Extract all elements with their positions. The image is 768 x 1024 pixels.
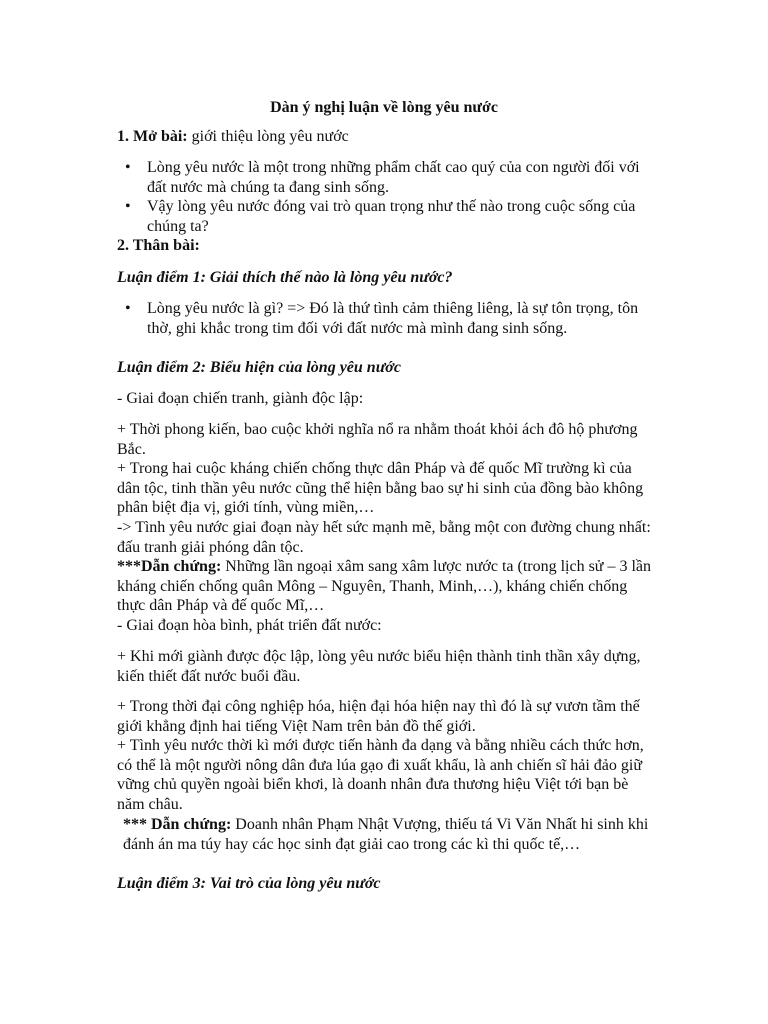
list-item-text: Lòng yêu nước là một trong những phẩm chất cao quý của con người đối với đất nước mà chúng ta đang sinh sống.: [147, 159, 640, 196]
peace-paragraph-3: + Tình yêu nước thời kì mới được tiến hành đa dạng và bằng nhiều cách thức hơn, có thể là một người nông dân đưa lúa gạo đi xuất khẩu, là anh chiến sĩ hải đảo giữ vững chủ quyền ngoài biển khơi, là doanh nhân đưa thương hiệu Việt tới bạn bè năm châu.: [117, 737, 644, 813]
list-item: [117, 158, 647, 197]
point-1-bullet-list: [117, 299, 647, 338]
evidence-1-paragraph: [117, 557, 657, 616]
evidence-1-label: ***Dẫn chứng:: [117, 558, 222, 575]
bullet-icon: •: [125, 159, 131, 176]
point-3-heading: Luận điểm 3: Vai trò của lòng yêu nước: [117, 875, 381, 892]
evidence-2-paragraph: [123, 815, 653, 854]
evidence-1-text: Những lần ngoại xâm sang xâm lược nước ta (trong lịch sử – 3 lần kháng chiến chống quân Mông – Nguyên, Thanh, Minh,…), kháng chiến chống thực dân Pháp và đế quốc Mĩ,…: [117, 558, 652, 615]
peace-period-line: - Giai đoạn hòa bình, phát triển đất nước:: [117, 617, 382, 634]
intro-heading: 1. Mở bài:: [117, 128, 188, 145]
war-paragraph-2: + Trong hai cuộc kháng chiến chống thực dân Pháp và đế quốc Mĩ trường kì của dân tộc, tinh thần yêu nước cũng thể hiện bằng bao sự hi sinh của đồng bào không phân biệt địa vị, giới tính, vùng miền,…: [117, 460, 644, 517]
evidence-2-label: *** Dẫn chứng:: [123, 816, 232, 833]
body-heading: 2. Thân bài:: [117, 237, 200, 254]
list-item: [117, 299, 647, 338]
intro-heading-line: [117, 127, 657, 147]
point-1-heading: Luận điểm 1: Giải thích thế nào là lòng yêu nước?: [117, 269, 453, 286]
peace-paragraph-2: + Trong thời đại công nghiệp hóa, hiện đại hóa hiện nay thì đó là sự vươn tầm thế giới khẳng định hai tiếng Việt Nam trên bản đồ thế giới.: [117, 698, 640, 735]
bullet-icon: •: [125, 300, 131, 317]
intro-heading-text: giới thiệu lòng yêu nước: [187, 128, 349, 145]
war-period-line: - Giai đoạn chiến tranh, giành độc lập:: [117, 390, 364, 407]
document-title: Dàn ý nghị luận về lòng yêu nước: [270, 99, 498, 116]
list-item-text: Vậy lòng yêu nước đóng vai trò quan trọng như thế nào trong cuộc sống của chúng ta?: [147, 198, 636, 235]
war-paragraph-3: -> Tình yêu nước giai đoạn này hết sức mạnh mẽ, bằng một con đường chung nhất: đấu tranh giải phóng dân tộc.: [117, 519, 651, 556]
peace-paragraph-1: + Khi mới giành được độc lập, lòng yêu nước biểu hiện thành tinh thần xây dựng, kiến thiết đất nước buổi đầu.: [117, 648, 641, 685]
list-item-text: Lòng yêu nước là gì? => Đó là thứ tình cảm thiêng liêng, là sự tôn trọng, tôn thờ, ghi khắc trong tim đối với đất nước mà mình đang sinh sống.: [147, 300, 639, 337]
intro-bullet-list: [117, 158, 647, 236]
war-paragraph-1: + Thời phong kiến, bao cuộc khởi nghĩa nổ ra nhằm thoát khỏi ách đô hộ phương Bắc.: [117, 421, 638, 458]
point-2-heading: Luận điểm 2: Biểu hiện của lòng yêu nước: [117, 359, 401, 376]
list-item: [117, 197, 647, 236]
evidence-2-text: Doanh nhân Phạm Nhật Vượng, thiếu tá Vi Văn Nhất hi sinh khi đánh án ma túy hay các học sinh đạt giải cao trong các kì thi quốc tế,…: [123, 816, 649, 853]
bullet-icon: •: [125, 198, 131, 216]
